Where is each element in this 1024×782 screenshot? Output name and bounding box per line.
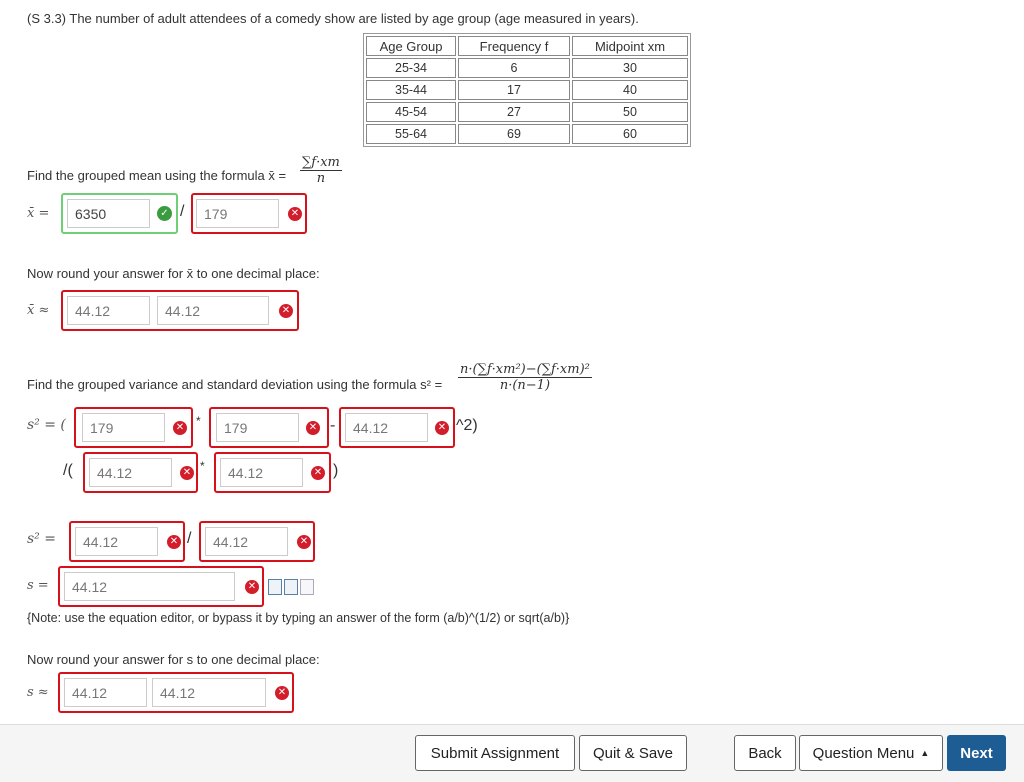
mean-numerator-group [61, 193, 178, 234]
table-cell: 60 [572, 124, 688, 144]
error-icon: ✕ [288, 207, 302, 221]
mean-lhs: x̄ = [27, 206, 50, 221]
caret-up-icon: ▲ [920, 748, 930, 758]
table-cell: 17 [458, 80, 570, 100]
error-icon: ✕ [297, 535, 311, 549]
back-button[interactable]: Back [734, 735, 796, 771]
mean-denominator-input[interactable]: 179 [196, 199, 279, 228]
stddev-lhs: s = [27, 578, 49, 593]
variance-v1-group [74, 407, 193, 448]
mean-round-input[interactable]: 44.12 [67, 296, 150, 325]
stddev-round-instruction: Now round your answer for s to one decimal place: [27, 652, 320, 667]
table-cell: 50 [572, 102, 688, 122]
minus-operator: - [330, 417, 336, 434]
stddev-input[interactable]: 44.12 [64, 572, 235, 601]
question-menu-label: Question Menu [812, 744, 915, 762]
table-cell: 6 [458, 58, 570, 78]
mean-formula-denominator: n [316, 171, 326, 186]
mean-round-instruction: Now round your answer for x̄ to one decimal place: [27, 266, 320, 281]
variance-divider: / [187, 530, 192, 547]
variance-numerator-group [69, 521, 185, 562]
stddev-group [58, 566, 264, 607]
table-cell: 27 [458, 102, 570, 122]
error-icon: ✕ [245, 580, 259, 594]
error-icon: ✕ [173, 421, 187, 435]
variance-denominator-group [199, 521, 315, 562]
mean-round-lhs: x̄ ≈ [27, 303, 50, 318]
frequency-table [363, 33, 691, 147]
mean-formula-numerator: ∑f·xm [302, 155, 340, 170]
stddev-round-preview: 44.12 [152, 678, 266, 707]
error-icon: ✕ [306, 421, 320, 435]
mean-round-group [61, 290, 299, 331]
stddev-round-input[interactable]: 44.12 [64, 678, 147, 707]
mean-formula [300, 155, 342, 186]
variance-v2-input[interactable]: 179 [216, 413, 299, 442]
table-cell: 30 [572, 58, 688, 78]
question-menu-button[interactable] [799, 735, 943, 771]
error-icon: ✕ [180, 466, 194, 480]
table-row [366, 58, 688, 78]
next-button[interactable]: Next [947, 735, 1006, 771]
variance-numerator-input[interactable]: 44.12 [75, 527, 158, 556]
variance-denominator-input[interactable]: 44.12 [205, 527, 288, 556]
table-cell: 35-44 [366, 80, 456, 100]
table-cell: 40 [572, 80, 688, 100]
table-cell: 45-54 [366, 102, 456, 122]
stddev-round-group [58, 672, 294, 713]
error-icon: ✕ [275, 686, 289, 700]
error-icon: ✕ [167, 535, 181, 549]
variance-v5-group [214, 452, 331, 493]
stddev-round-lhs: s ≈ [27, 685, 49, 700]
variance-v5-input[interactable]: 44.12 [220, 458, 303, 487]
table-row [366, 124, 688, 144]
equation-preview-icon[interactable] [268, 579, 282, 595]
error-icon: ✕ [279, 304, 293, 318]
mean-divider: / [180, 203, 185, 220]
close-paren: ) [333, 462, 339, 479]
power-suffix: ^2) [456, 417, 478, 434]
stddev-note: {Note: use the equation editor, or bypass it by typing an answer of the form (a/b)^(1/2) or sqrt(a/b)} [27, 611, 570, 625]
table-header-row [366, 36, 688, 56]
table-cell: 69 [458, 124, 570, 144]
equation-clear-icon[interactable] [300, 579, 314, 595]
table-row [366, 102, 688, 122]
mean-round-preview: 44.12 [157, 296, 269, 325]
mean-instruction: Find the grouped mean using the formula x̄ = [27, 168, 287, 183]
header-frequency: Frequency f [458, 36, 570, 56]
check-icon: ✓ [157, 206, 172, 221]
table-row [366, 80, 688, 100]
variance-formula-numerator: n·(∑f·xm²)−(∑f·xm)² [460, 362, 590, 377]
submit-assignment-button[interactable]: Submit Assignment [415, 735, 575, 771]
error-icon: ✕ [435, 421, 449, 435]
variance-v4-group [83, 452, 198, 493]
table-cell: 25-34 [366, 58, 456, 78]
variance-v3-input[interactable]: 44.12 [345, 413, 428, 442]
variance-formula-denominator: n·(n−1) [499, 378, 551, 393]
question-prompt: (S 3.3) The number of adult attendees of a comedy show are listed by age group (age measured in years). [27, 11, 639, 26]
error-icon: ✕ [311, 466, 325, 480]
multiply-operator: * [200, 459, 205, 473]
header-age-group: Age Group [366, 36, 456, 56]
mean-numerator-input[interactable]: 6350 [67, 199, 150, 228]
division-prefix: /( [63, 462, 73, 479]
table-cell: 55-64 [366, 124, 456, 144]
variance-fraction-lhs: s² = [27, 531, 56, 547]
variance-v2-group [209, 407, 329, 448]
multiply-operator: * [196, 414, 201, 428]
variance-v4-input[interactable]: 44.12 [89, 458, 172, 487]
variance-instruction: Find the grouped variance and standard deviation using the formula s² = [27, 377, 443, 392]
variance-formula [458, 362, 592, 393]
header-midpoint: Midpoint xm [572, 36, 688, 56]
equation-editor-icon[interactable] [284, 579, 298, 595]
quit-save-button[interactable]: Quit & Save [579, 735, 687, 771]
footer-bar [0, 724, 1024, 782]
variance-v3-group [339, 407, 455, 448]
mean-denominator-group [191, 193, 307, 234]
variance-v1-input[interactable]: 179 [82, 413, 165, 442]
variance-lhs: s² = ( [27, 417, 66, 433]
